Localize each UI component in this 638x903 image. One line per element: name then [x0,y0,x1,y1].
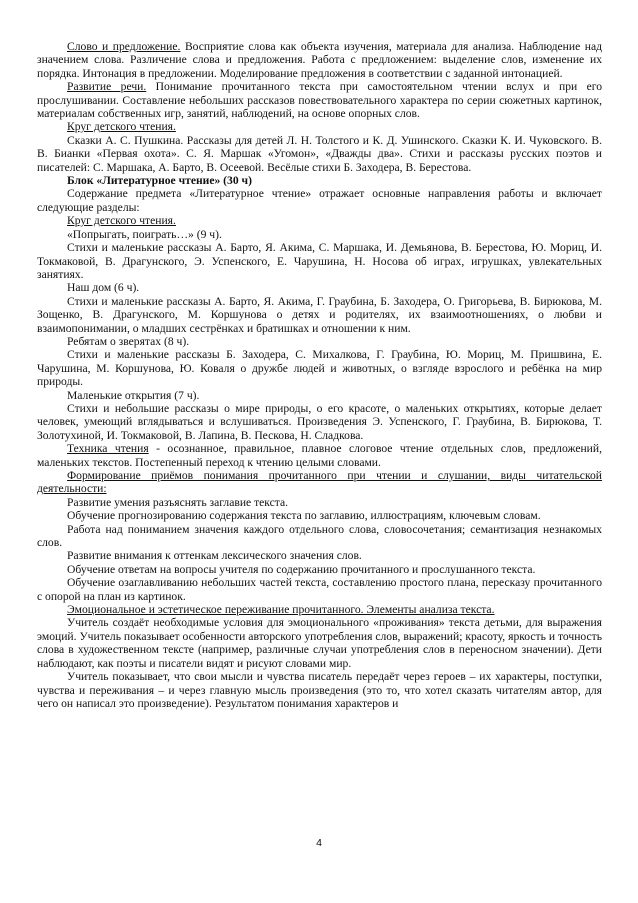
paragraph-text: Стихи и маленькие рассказы Б. Заходера, С. Михалкова, Г. Граубина, Ю. Мориц, М. Пришвина, Е. Чарушина, М. Коршунова, Ю. Коваля о дружбе людей и животных, о взгляде взрослого и ребёнка на мир природы. [37,348,602,389]
paragraph-text: Стихи и маленькие рассказы А. Барто, Я. Акима, Г. Граубина, Б. Заходера, О. Григорьева, В. Бирюкова, М. Зощенко, В. Драгунского, М. Коршунова о детях и родителях, их взаимоотношениях, о любви и взаимопонимании, о младших сестрёнках и братишках и отношении к ним. [37,294,602,335]
paragraph [37,214,602,227]
paragraph-text: Обучение прогнозированию содержания текста по заглавию, иллюстрациям, ключевым словам. [67,509,541,523]
paragraph-heading: Развитие речи. [67,80,147,94]
paragraph [37,563,602,576]
paragraph-text: Восприятие слова как объекта изучения, материала для анализа. Наблюдение над значением слова. Различение слова и предложения. Работа с предложением: выделение слов, изменение их порядка. Интонация в предложении. Моделирование предложения в соответствии с заданной интонацией. [37,40,602,80]
paragraph [37,603,602,616]
paragraph-text: Развитие умения разъяснять заглавие текста. [67,495,289,509]
paragraph-text: - осознанное, правильное, плавное слоговое чтение отдельных слов, предложений, маленьких текстов. Постепенный переход к чтению целыми словами. [37,442,602,469]
paragraph [37,549,602,562]
paragraph [37,348,602,388]
paragraph [37,228,602,241]
paragraph [37,576,602,603]
paragraph-text: Наш дом (6 ч). [67,281,140,295]
paragraph [37,335,602,348]
paragraph-text: Развитие внимания к оттенкам лексического значения слов. [67,549,362,563]
paragraph-heading: Техника чтения [67,442,149,456]
paragraph [37,134,602,174]
paragraph [37,174,602,187]
paragraph [37,241,602,281]
paragraph [37,281,602,294]
paragraph [37,40,602,80]
paragraph-text: Работа над пониманием значения каждого отдельного слова, словосочетания; семантизация незнакомых слов. [37,522,602,550]
section-heading: Блок «Литературное чтение» (30 ч) [67,174,252,188]
paragraph-heading: Круг детского чтения. [67,120,176,134]
paragraph-heading: Слово и предложение. [67,40,181,53]
paragraph-text: Учитель создаёт необходимые условия для эмоционального «проживания» текста детьми, для выражения эмоций. Учитель показывает особенности авторского употребления слов, выражений; красоту, яркость и точность слова в художественном тексте (например, различные случаи употребления слов в переносном значении). Дети наблюдают, как поэты и писатели видят и рисуют словами мир. [37,616,602,670]
paragraph [37,469,602,496]
paragraph-text: Обучение ответам на вопросы учителя по содержанию прочитанного и прослушанного текста. [67,562,536,576]
paragraph [37,523,602,550]
paragraph [37,80,602,120]
paragraph-text: Стихи и маленькие рассказы А. Барто, Я. Акима, С. Маршака, И. Демьянова, В. Берестова, Ю. Мориц, И. Токмаковой, В. Драгунского, Э. Успенского, Е. Чарушина, Н. Носова об играх, игрушках, увлекательных занятиях. [37,241,602,281]
paragraph [37,670,602,710]
paragraph-text: Содержание предмета «Литературное чтение» отражает основные направления работы и включает следующие разделы: [37,187,602,214]
paragraph-text: Стихи и небольшие рассказы о мире природы, о его красоте, о маленьких открытиях, которые делает человек, умеющий вглядываться и вслушиваться. Произведения Э. Успенского, Г. Граубина, В. Бирюкова, Т. Золотухиной, И. Токмаковой, В. Лапина, В. Пескова, Н. Сладкова. [37,401,602,442]
paragraph-text: «Попрыгать, поиграть…» (9 ч). [67,227,222,241]
paragraph-text: Ребятам о зверятах (8 ч). [67,334,190,348]
page-number: 4 [316,837,322,849]
paragraph-text: Маленькие открытия (7 ч). [67,388,200,402]
paragraph [37,389,602,402]
paragraph-text: Учитель показывает, что свои мысли и чувства писатель передаёт через героев – их характеры, поступки, чувства и переживания – и через главную мысль произведения (это то, что хотел сказать читателям автор, для чего он написал это произведение). Результатом понимания характеров и [37,670,602,710]
paragraph [37,295,602,335]
paragraph [37,120,602,133]
paragraph-text: Сказки А. С. Пушкина. Рассказы для детей Л. Н. Толстого и К. Д. Ушинского. Сказки К. И. Чуковского. В. В. Бианки «Первая охота». С. Я. Маршак «Угомон», «Дважды два». Стихи и рассказы русских поэтов и писателей: С. Маршака, А. Барто, В. Осеевой. Весёлые стихи Б. Заходера, В. Берестова. [37,133,602,174]
paragraph-heading: Эмоциональное и эстетическое переживание прочитанного. Элементы анализа текста. [67,603,495,617]
paragraph [37,402,602,442]
paragraph [37,496,602,509]
paragraph-heading: Формирование приёмов понимания прочитанного при чтении и слушании, виды читательской деятельности: [37,469,602,496]
paragraph-heading: Круг детского чтения. [67,214,176,228]
paragraph [37,509,602,522]
paragraph [37,442,602,469]
paragraph-text: Понимание прочитанного текста при самостоятельном чтении вслух и при его прослушивании. Составление небольших рассказов повествовательного характера по серии сюжетных картинок, материалам собственных игр, занятий, наблюдений, на основе опорных слов. [37,80,602,121]
document-body [37,40,602,710]
paragraph [37,616,602,670]
paragraph-text: Обучение озаглавливанию небольших частей текста, составлению простого плана, пересказу прочитанного с опорой на план из картинок. [37,576,602,603]
paragraph [37,187,602,214]
